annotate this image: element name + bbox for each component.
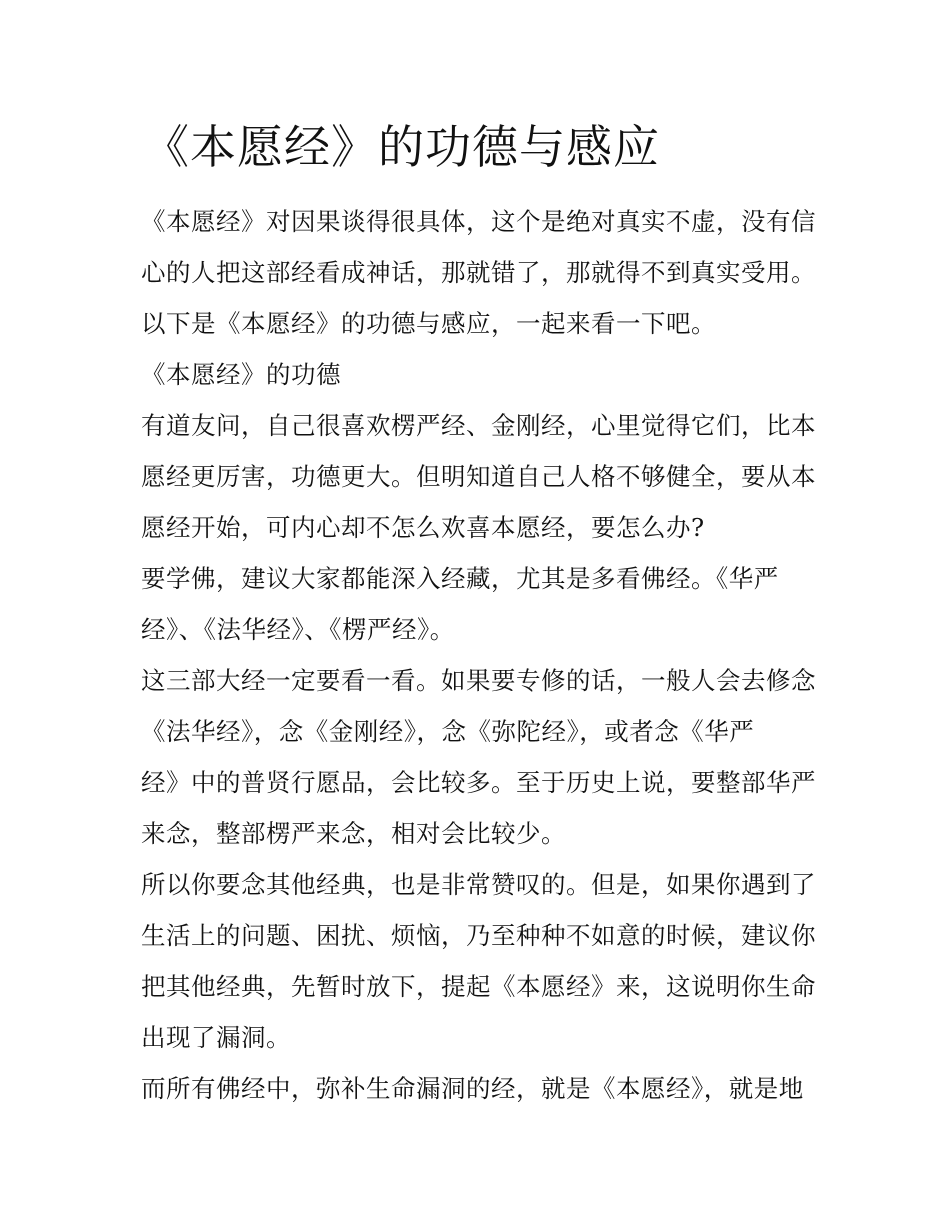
text-line: 愿经更厉害，功德更大。但明知道自己人格不够健全，要从本 xyxy=(141,462,816,491)
text-line: 《法华经》，念《金刚经》，念《弥陀经》，或者念《华严 xyxy=(141,717,755,746)
text-line: 生活上的问题、困扰、烦恼，乃至种种不如意的时候，建议你 xyxy=(141,921,816,950)
text-line: 出现了漏洞。 xyxy=(141,1023,291,1052)
text-line: 这三部大经一定要看一看。如果要专修的话，一般人会去修念 xyxy=(141,666,816,695)
text-line: 来念，整部楞严来念，相对会比较少。 xyxy=(141,819,566,848)
text-line: 把其他经典，先暂时放下，提起《本愿经》来，这说明你生命 xyxy=(141,972,816,1001)
text-line: 所以你要念其他经典，也是非常赞叹的。但是，如果你遇到了 xyxy=(141,870,816,899)
text-line: 愿经开始，可内心却不怎么欢喜本愿经，要怎么办? xyxy=(141,513,705,542)
text-line: 心的人把这部经看成神话，那就错了，那就得不到真实受用。 xyxy=(141,258,816,287)
text-line: 有道友问，自己很喜欢楞严经、金刚经，心里觉得它们，比本 xyxy=(141,411,816,440)
section-heading: 《本愿经》的功德 xyxy=(141,360,341,389)
text-line: 经》、《法华经》、《楞严经》。 xyxy=(141,615,455,644)
text-line: 以下是《本愿经》的功德与感应，一起来看一下吧。 xyxy=(141,309,716,338)
text-line: 而所有佛经中，弥补生命漏洞的经，就是《本愿经》，就是地 xyxy=(141,1074,804,1103)
text-line: 《本愿经》对因果谈得很具体，这个是绝对真实不虚，没有信 xyxy=(141,207,816,236)
document-title: 《本愿经》的功德与感应 xyxy=(143,120,660,174)
text-line: 经》中的普贤行愿品，会比较多。至于历史上说，要整部华严 xyxy=(141,768,816,797)
document-body xyxy=(141,196,821,1114)
text-line: 要学佛，建议大家都能深入经藏，尤其是多看佛经。《华严 xyxy=(141,564,779,593)
